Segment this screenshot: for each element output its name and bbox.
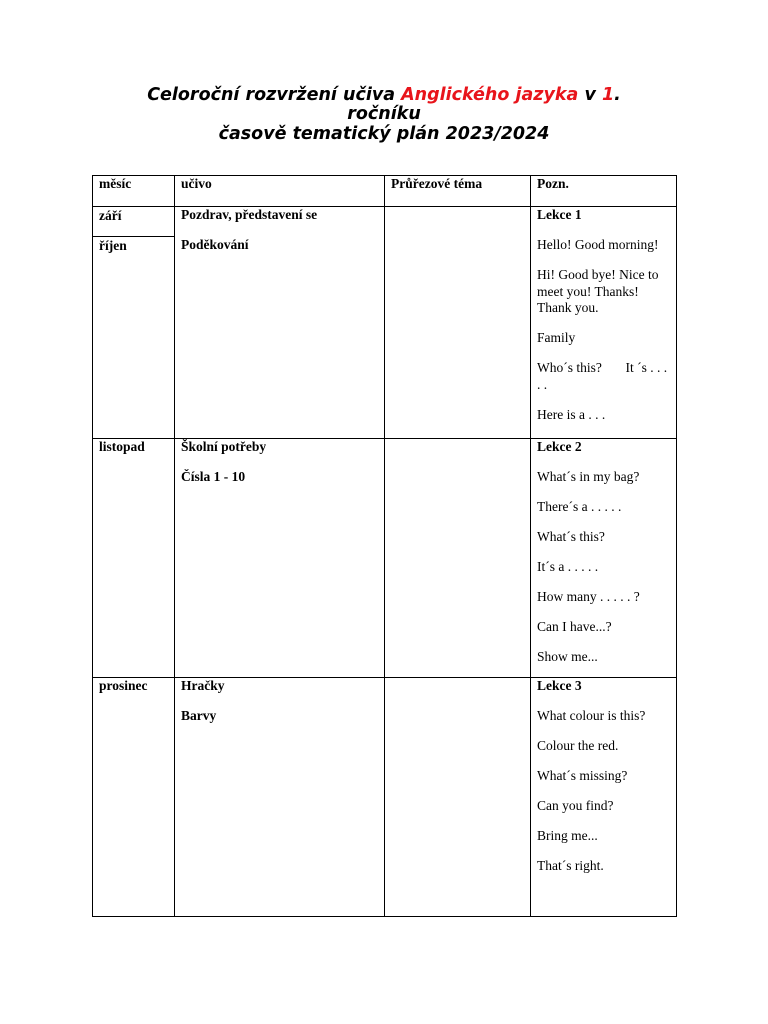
month-label: listopad [99,439,145,454]
note-item: That´s right. [537,858,604,873]
topic-item: Barvy [181,708,217,723]
note-item: Family [537,330,576,345]
notes-cell [531,678,677,917]
month-cell [93,439,175,678]
header-month: měsíc [93,176,175,207]
notes-cell [531,439,677,678]
title-part2: v [578,85,602,105]
note-item: Show me... [537,649,598,664]
table-row [93,439,677,678]
note-item: Hi! Good bye! Nice to meet you! Thanks! Thank you. [537,267,659,315]
month-label: září [93,207,174,237]
lesson-title: Lekce 1 [537,207,582,222]
note-item: Who´s this? It ´s . . . . . [537,360,671,392]
document-title [92,86,676,144]
month-label: říjen [99,238,127,253]
note-item: What´s in my bag? [537,469,640,484]
title-part1: Celoroční rozvržení učiva [147,85,402,105]
month-label: prosinec [99,678,148,693]
table-row [93,678,677,917]
header-notes: Pozn. [531,176,677,207]
header-topic: učivo [175,176,385,207]
month-cell [93,207,175,439]
note-item: What´s this? [537,529,605,544]
topic-cell [175,439,385,678]
notes-cell [531,207,677,439]
note-item: There´s a . . . . . [537,499,622,514]
cross-topic-cell [385,439,531,678]
header-cross-topic: Průřezové téma [385,176,531,207]
table-row [93,207,677,439]
title-part3: . [614,85,621,105]
note-item: How many . . . . . ? [537,589,640,604]
lesson-title: Lekce 3 [537,678,582,693]
note-item: Bring me... [537,828,598,843]
note-item: Colour the red. [537,738,619,753]
cross-topic-cell [385,678,531,917]
note-item: Here is a . . . [537,406,606,422]
topic-item: Čísla 1 - 10 [181,469,246,484]
note-item: Can you find? [537,798,614,813]
topic-cell [175,207,385,439]
month-cell [93,678,175,917]
topic-cell [175,678,385,917]
table-header-row [93,176,677,207]
cross-topic-cell [385,207,531,439]
title-line2: ročníku [347,104,421,124]
note-item: What colour is this? [537,708,646,723]
title-grade: 1 [601,85,615,105]
note-item: It´s a . . . . . [537,559,599,574]
topic-item: Školní potřeby [181,439,267,454]
title-line3: časově tematický plán 2023/2024 [218,124,550,144]
topic-item: Pozdrav, představení se [181,207,318,222]
topic-item: Poděkování [181,237,249,252]
note-item: Hello! Good morning! [537,237,659,252]
plan-table [92,175,677,917]
note-item: What´s missing? [537,768,628,783]
lesson-title: Lekce 2 [537,439,582,454]
note-item: Can I have...? [537,619,612,634]
topic-item: Hračky [181,678,225,693]
title-subject: Anglického jazyka [401,85,579,105]
